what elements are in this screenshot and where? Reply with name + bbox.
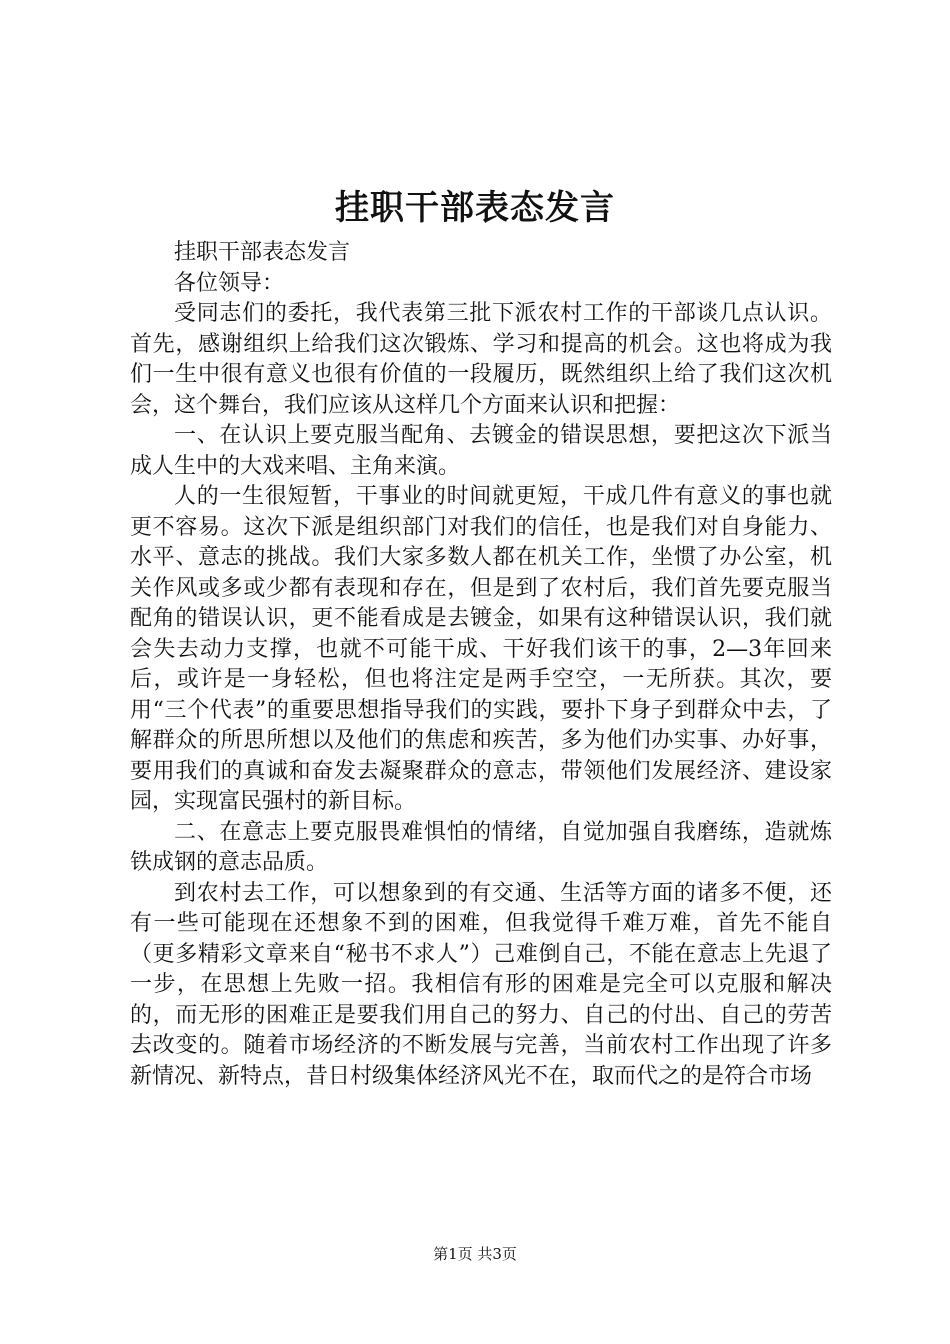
- paragraph-point-one: 一、在认识上要克服当配角、去镀金的错误思想，要把这次下派当成人生中的大戏来唱、主角来演。: [130, 423, 832, 479]
- paragraph-intro: 受同志们的委托，我代表第三批下派农村工作的干部谈几点认识。首先，感谢组织上给我们这次锻炼、学习和提高的机会。这也将成为我们一生中很有意义也很有价值的一段履历，既然组织上给了我们这次机会，这个舞台，我们应该从这样几个方面来认识和把握：: [130, 301, 832, 418]
- paragraph-point-one-detail: 人的一生很短暂，干事业的时间就更短，干成几件有意义的事也就更不容易。这次下派是组织部门对我们的信任，也是我们对自身能力、水平、意志的挑战。我们大家多数人都在机关工作，坐惯了办公室，机关作风或多或少都有表现和存在，但是到了农村后，我们首先要克服当配角的错误认识，更不能看成是去镀金，如果有这种错误认识，我们就会失去动力支撑，也就不可能干成、干好我们该干的事，2—3年回来后，或许是一身轻松，但也将注定是两手空空，一无所获。其次，要用“三个代表”的重要思想指导我们的实践，要扑下身子到群众中去，了解群众的所思所想以及他们的焦虑和疾苦，多为他们办实事、办好事，要用我们的真诚和奋发去凝聚群众的意志，带领他们发展经济、建设家园，实现富民强村的新目标。: [130, 484, 832, 814]
- document-body: [130, 238, 832, 1092]
- document-title: 挂职干部表态发言: [335, 188, 615, 228]
- paragraph-point-two: 二、在意志上要克服畏难惧怕的情绪，自觉加强自我磨练，造就炼铁成钢的意志品质。: [130, 819, 832, 875]
- paragraph-salutation: 各位领导：: [174, 270, 285, 296]
- paragraph-heading: 挂职干部表态发言: [174, 240, 351, 265]
- paragraph-point-two-detail: 到农村去工作，可以想象到的有交通、生活等方面的诸多不便，还有一些可能现在还想象不到的困难，但我觉得千难万难，首先不能自（更多精彩文章来自“秘书不求人”）己难倒自己，不能在意志上先退了一步，在思想上先败一招。我相信有形的困难是完全可以克服和解决的，而无形的困难正是要我们用自己的努力、自己的付出、自己的劳苦去改变的。随着市场经济的不断发展与完善，当前农村工作出现了许多新情况、新特点，昔日村级集体经济风光不在，取而代之的是符合市场: [130, 880, 832, 1089]
- page-number-footer: 第1页 共3页: [433, 1245, 517, 1263]
